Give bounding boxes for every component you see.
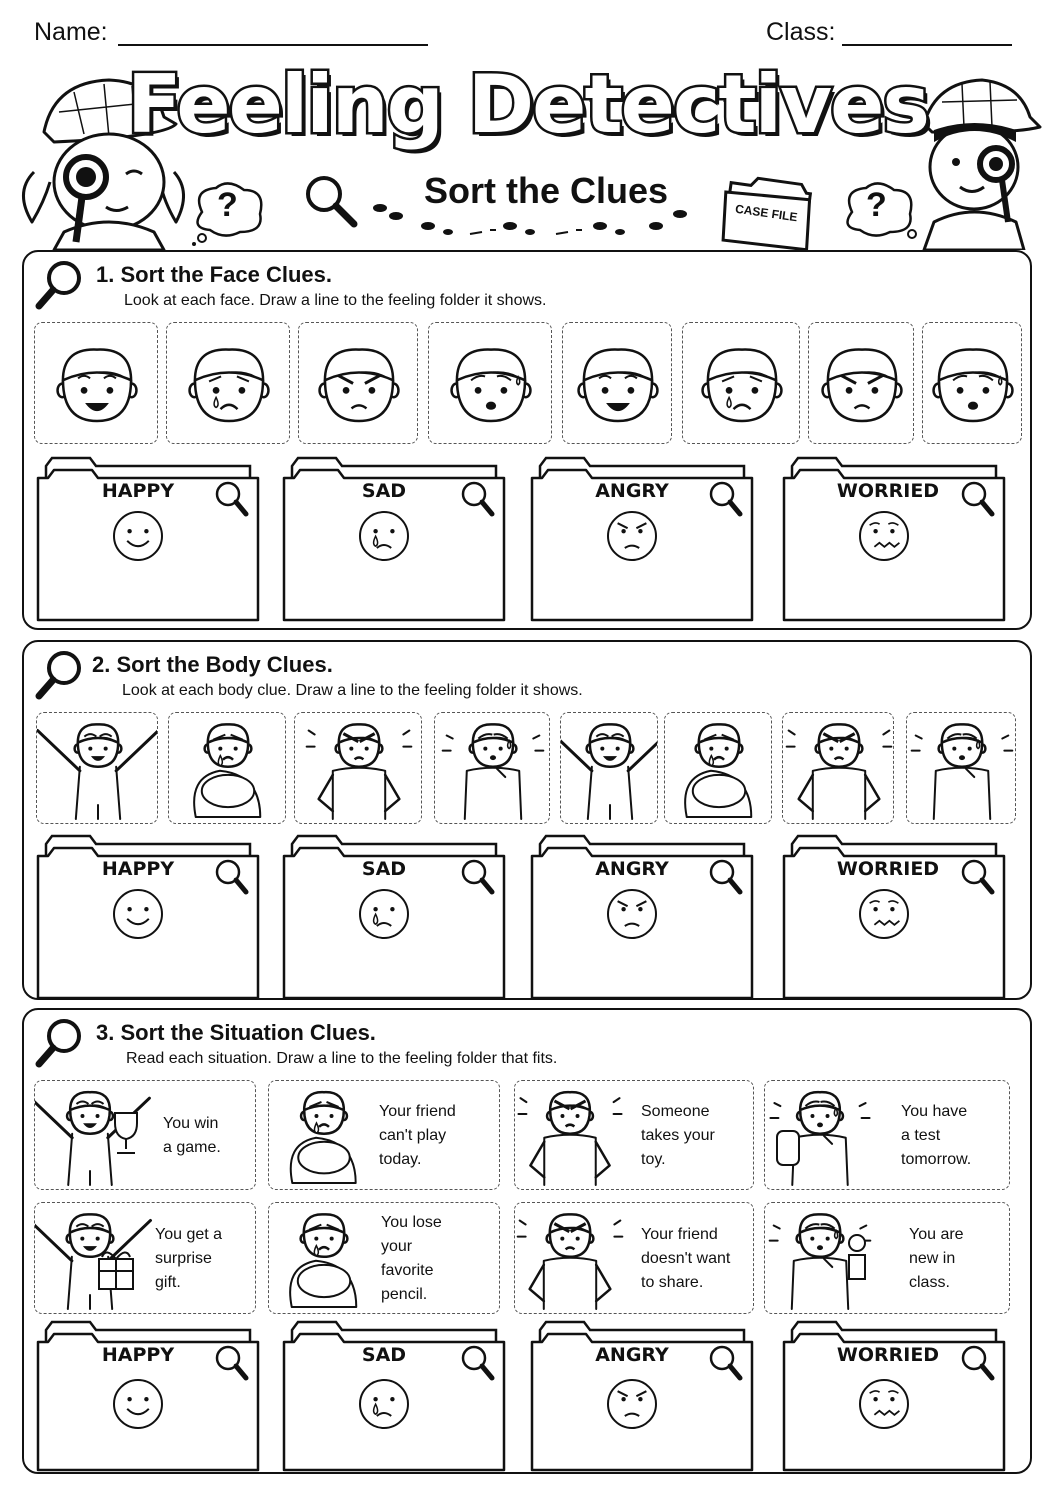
backpack-icon	[765, 1081, 1009, 1189]
folder-label: HAPPY	[101, 480, 175, 502]
body-clue-card-4[interactable]	[434, 712, 550, 824]
folder-sad-face-icon	[360, 512, 408, 560]
situation-text-line: a test	[901, 1127, 941, 1144]
situation-text-line: your	[381, 1238, 413, 1255]
folder-label: SAD	[361, 858, 407, 880]
body-clue-card-1[interactable]	[36, 712, 158, 824]
face-worried-icon	[923, 323, 1021, 443]
situation-text-line: a game.	[163, 1139, 221, 1156]
situation-text-line: to share.	[641, 1274, 704, 1291]
face-sad-icon	[167, 323, 289, 443]
situation-card-4[interactable]	[764, 1080, 1010, 1190]
section-instruction: Look at each face. Draw a line to the feeling folder it shows.	[124, 292, 547, 309]
situation-card-7[interactable]	[514, 1202, 754, 1314]
folder-happy-face-icon	[114, 512, 162, 560]
situation-text-line: Someone	[641, 1103, 710, 1120]
situation-text-line: class.	[909, 1274, 950, 1291]
folder-happy-section-3[interactable]	[36, 1320, 260, 1488]
folder-worried-section-3[interactable]	[782, 1320, 1006, 1488]
new-student-icon	[765, 1203, 1009, 1313]
name-label: Name:	[34, 18, 108, 46]
body-sad-icon	[665, 713, 771, 823]
situation-text	[901, 1100, 971, 1172]
worksheet-title: Feeling Detectives	[126, 58, 929, 151]
situation-text-line: today.	[379, 1151, 422, 1168]
face-clue-card-6[interactable]	[682, 322, 800, 444]
folder-happy-section-1[interactable]	[36, 456, 260, 624]
body-happy-icon	[561, 713, 657, 823]
situation-text-line: tomorrow.	[901, 1151, 972, 1168]
face-clue-card-5[interactable]	[562, 322, 672, 444]
case-file-label: CASE FILE	[734, 201, 799, 225]
section-instruction: Look at each body clue. Draw a line to the feeling folder it shows.	[122, 682, 583, 699]
folder-sad-face-icon	[360, 890, 408, 938]
folder-happy-face-icon	[114, 890, 162, 938]
folder-happy-section-2[interactable]	[36, 834, 260, 1002]
folder-label: ANGRY	[595, 1344, 669, 1366]
face-sad-icon	[683, 323, 799, 443]
situation-text-line: toy.	[641, 1151, 666, 1168]
face-clue-card-8[interactable]	[922, 322, 1022, 444]
section-title: 1. Sort the Face Clues.	[96, 262, 332, 287]
situation-text	[155, 1223, 222, 1295]
situation-text	[641, 1100, 715, 1172]
folder-label: WORRIED	[836, 858, 940, 880]
body-clue-card-8[interactable]	[906, 712, 1016, 824]
face-clue-card-3[interactable]	[298, 322, 418, 444]
class-field[interactable]	[842, 44, 1012, 46]
worksheet-subtitle: Sort the Clues	[423, 170, 669, 211]
body-clue-card-2[interactable]	[168, 712, 286, 824]
body-angry-icon	[783, 713, 893, 823]
situation-card-8[interactable]	[764, 1202, 1010, 1314]
situation-card-1[interactable]	[34, 1080, 256, 1190]
body-clue-card-5[interactable]	[560, 712, 658, 824]
section-instruction: Read each situation. Draw a line to the feeling folder that fits.	[126, 1050, 558, 1067]
folder-happy-face-icon	[114, 1380, 162, 1428]
folder-angry-section-1[interactable]	[530, 456, 754, 624]
folder-label: HAPPY	[101, 1344, 175, 1366]
magnifier-icon	[300, 172, 360, 228]
face-clue-card-7[interactable]	[808, 322, 914, 444]
folder-sad-section-3[interactable]	[282, 1320, 506, 1488]
body-clue-card-3[interactable]	[294, 712, 422, 824]
situation-text	[379, 1100, 456, 1172]
situation-text-line: favorite	[381, 1262, 434, 1279]
situation-text	[381, 1211, 442, 1307]
situation-text-line: You get a	[155, 1226, 223, 1243]
body-worried-icon	[435, 713, 549, 823]
angry-child-icon	[515, 1081, 753, 1189]
folder-worried-section-2[interactable]	[782, 834, 1006, 1002]
situation-text-line: You are	[909, 1226, 964, 1243]
folder-angry-section-3[interactable]	[530, 1320, 754, 1488]
situation-card-6[interactable]	[268, 1202, 500, 1314]
situation-text-line: Your friend	[379, 1103, 456, 1120]
trophy-icon	[35, 1081, 255, 1189]
situation-card-5[interactable]	[34, 1202, 256, 1314]
situation-text-line: You win	[163, 1115, 219, 1132]
folder-worried-face-icon	[860, 890, 908, 938]
face-angry-icon	[809, 323, 913, 443]
folder-worried-face-icon	[860, 1380, 908, 1428]
body-happy-icon	[37, 713, 157, 823]
situation-text-line: doesn't want	[641, 1250, 731, 1267]
section-title: 3. Sort the Situation Clues.	[96, 1020, 376, 1045]
face-happy-icon	[35, 323, 157, 443]
folder-worried-face-icon	[860, 512, 908, 560]
situation-text	[641, 1223, 730, 1295]
section-magnifier-icon	[34, 258, 86, 314]
situation-card-2[interactable]	[268, 1080, 500, 1190]
folder-angry-section-2[interactable]	[530, 834, 754, 1002]
situation-text-line: Your friend	[641, 1226, 718, 1243]
body-worried-icon	[907, 713, 1015, 823]
folder-label: SAD	[361, 480, 407, 502]
folder-angry-face-icon	[608, 512, 656, 560]
section-magnifier-icon	[34, 648, 86, 704]
situation-text-line: takes your	[641, 1127, 715, 1144]
situation-text-line: can't play	[379, 1127, 447, 1144]
folder-label: HAPPY	[101, 858, 175, 880]
body-clue-card-6[interactable]	[664, 712, 772, 824]
name-field[interactable]	[118, 44, 428, 46]
folder-label: WORRIED	[836, 480, 940, 502]
class-label: Class:	[766, 18, 836, 46]
face-worried-icon	[429, 323, 551, 443]
face-angry-icon	[299, 323, 417, 443]
folder-sad-face-icon	[360, 1380, 408, 1428]
situation-text	[909, 1223, 964, 1295]
body-angry-icon	[295, 713, 421, 823]
folder-angry-face-icon	[608, 890, 656, 938]
face-happy-icon	[563, 323, 671, 443]
folder-sad-section-1[interactable]	[282, 456, 506, 624]
question-mark-left: ?	[217, 186, 238, 224]
situation-text	[163, 1112, 221, 1160]
face-clue-card-4[interactable]	[428, 322, 552, 444]
situation-text-line: surprise	[155, 1250, 212, 1267]
situation-text-line: You have	[901, 1103, 968, 1120]
footprints-icon	[370, 196, 710, 242]
section-magnifier-icon	[34, 1016, 86, 1072]
folder-sad-section-2[interactable]	[282, 834, 506, 1002]
situation-text-line: gift.	[155, 1274, 181, 1291]
folder-label: SAD	[361, 1344, 407, 1366]
situation-card-3[interactable]	[514, 1080, 754, 1190]
folder-angry-face-icon	[608, 1380, 656, 1428]
question-mark-right: ?	[866, 186, 887, 224]
section-title: 2. Sort the Body Clues.	[92, 652, 333, 677]
folder-worried-section-1[interactable]	[782, 456, 1006, 624]
face-clue-card-2[interactable]	[166, 322, 290, 444]
face-clue-card-1[interactable]	[34, 322, 158, 444]
body-clue-card-7[interactable]	[782, 712, 894, 824]
situation-text-line: new in	[909, 1250, 956, 1267]
folder-label: ANGRY	[595, 480, 669, 502]
situation-text-line: You lose	[381, 1214, 442, 1231]
folder-label: ANGRY	[595, 858, 669, 880]
folder-label: WORRIED	[836, 1344, 940, 1366]
body-sad-icon	[169, 713, 285, 823]
situation-text-line: pencil.	[381, 1286, 428, 1303]
